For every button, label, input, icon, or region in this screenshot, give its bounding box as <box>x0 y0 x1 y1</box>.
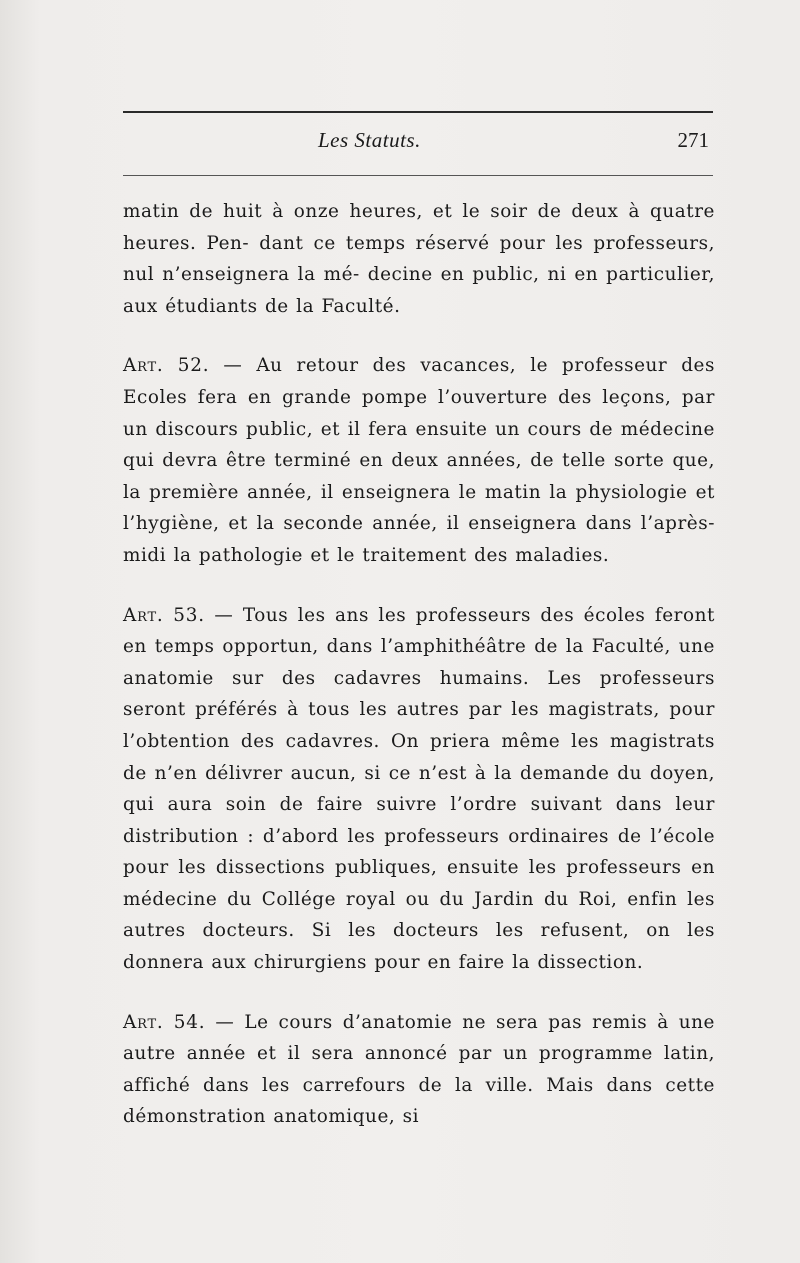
article-label: Art. 54. <box>123 1011 206 1033</box>
article-label: Art. 52. <box>123 355 210 377</box>
header-rule-bottom <box>123 175 713 176</box>
body-text <box>123 196 715 1161</box>
running-title: Les Statuts. <box>318 128 421 152</box>
page-number: 271 <box>677 128 709 152</box>
paragraph-text: matin de huit à onze heures, et le soir de deux à quatre heures. Pen- dant ce temps réservé pour les professeurs, nul n’enseignera la mé- decine en public, ni en particulier, aux étudiants de la Faculté. <box>123 201 715 317</box>
paragraph-article-54 <box>123 1007 715 1133</box>
paragraph-text: — Le cours d’anatomie ne sera pas remis à une autre année et il sera annoncé par un programme latin, affiché dans les carrefours de la ville. Mais dans cette démonstration anatomique, si <box>123 1011 715 1128</box>
paragraph-text: — Tous les ans les professeurs des écoles feront en temps opportun, dans l’amphithéâtre de la Faculté, une anatomie sur des cadavres humains. Les professeurs seront préférés à tous les autres par les magistrats, pour l’obtention des cadavres. On priera même les magistrats de n’en délivrer aucun, si ce n’est à la demande du doyen, qui aura soin de faire suivre l’ordre suivant dans leur distribution : d’abord les professeurs ordinaires de l’école pour les dissections publiques, ensuite les professeurs en médecine du Collége royal ou du Jardin du Roi, enfin les autres docteurs. Si les docteurs les refusent, on les donnera aux chirurgiens pour en faire la dissection. <box>123 604 715 974</box>
paragraph-continuation <box>123 196 715 322</box>
header-rule-top <box>123 111 713 113</box>
article-label: Art. 53. <box>123 604 205 626</box>
running-header <box>123 128 713 164</box>
paragraph-article-53 <box>123 600 715 979</box>
paragraph-article-52 <box>123 350 715 571</box>
paragraph-text: — Au retour des vacances, le professeur des Ecoles fera en grande pompe l’ouverture des leçons, par un discours public, et il fera ensuite un cours de médecine qui devra être terminé en deux années, de telle sorte que, la première année, il enseignera le matin la physiologie et l’hygiène, et la seconde année, il enseignera dans l’après-midi la pathologie et le traitement des maladies. <box>123 355 715 566</box>
